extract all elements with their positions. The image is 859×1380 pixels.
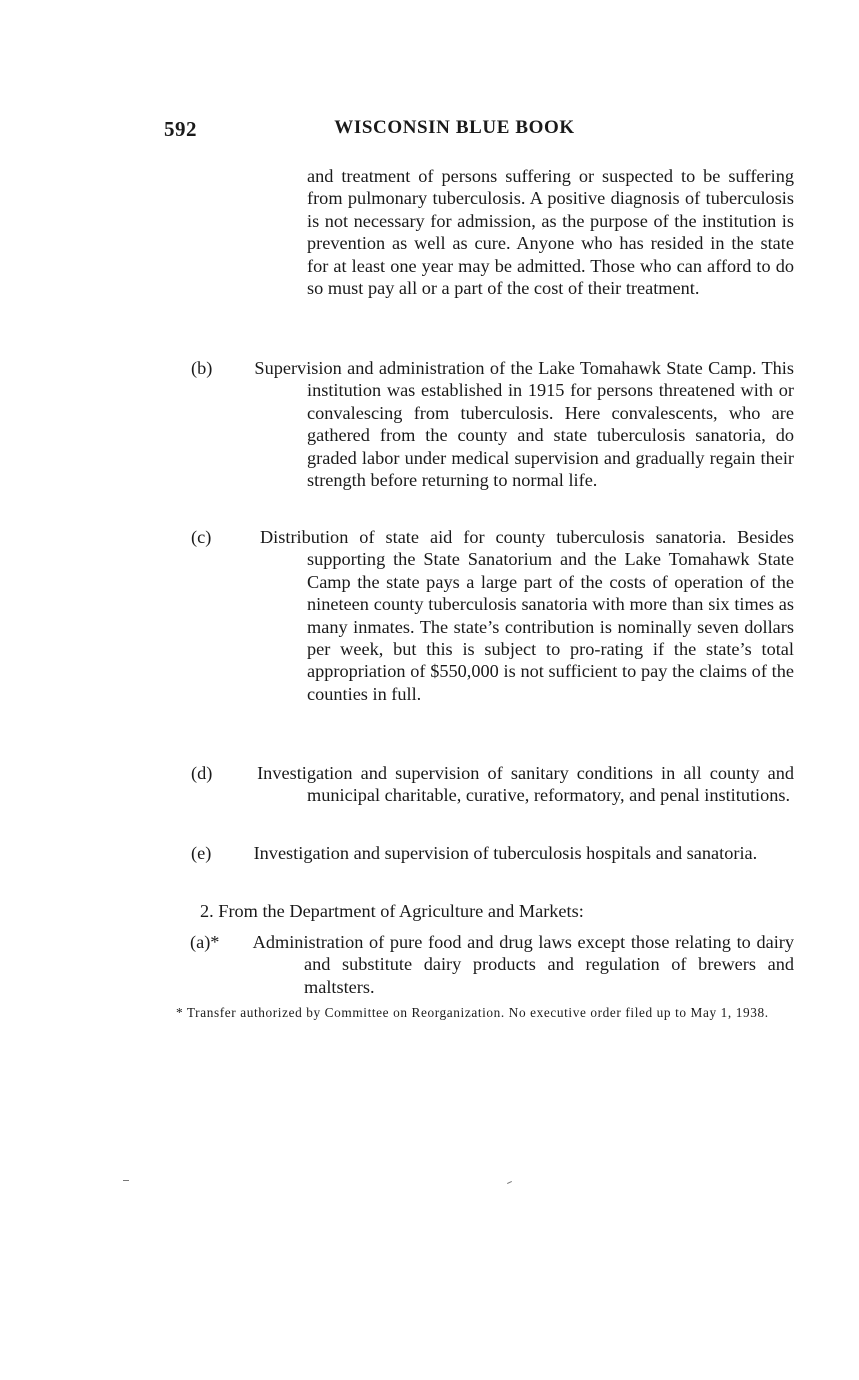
- item-text: Investigation and supervision of sanitary conditions in all county and municipal charitable, curative, reformatory, and penal institutions.: [257, 763, 794, 806]
- section-heading: 2. From the Department of Agriculture and Markets:: [200, 901, 584, 921]
- list-item-b: (b) Supervision and administration of the Lake Tomahawk State Camp. This institution was established in 1915 for persons threatened with or convalescing from tuberculosis. Here convalescents, who are gathered from the county and state tuberculosis sanatoria, do graded labor under medical supervision and gradually regain their strength before returning to normal life.: [191, 358, 794, 491]
- item-text: Investigation and supervision of tuberculosis hospitals and sanatoria.: [253, 843, 758, 863]
- scan-speck: [507, 1181, 512, 1184]
- page-number: 592: [164, 117, 197, 141]
- list-item-d: (d) Investigation and supervision of sanitary conditions in all county and municipal charitable, curative, reformatory, and penal institutions.: [191, 763, 794, 806]
- page-title: WISCONSIN BLUE BOOK: [334, 117, 575, 138]
- list-item-e: (e) Investigation and supervision of tuberculosis hospitals and sanatoria.: [191, 843, 758, 863]
- item-text: Supervision and administration of the Lake Tomahawk State Camp. This institution was established in 1915 for persons threatened with or convalescing from tuberculosis. Here convalescents, who are gathered from the county and state tuberculosis sanatoria, do graded labor under medical supervision and gradually regain their strength before returning to normal life.: [254, 358, 794, 491]
- item-text: Administration of pure food and drug laws except those relating to dairy and substitute dairy products and regulation of brewers and maltsters.: [252, 932, 795, 997]
- list-item-a: (a)* Administration of pure food and drug laws except those relating to dairy and substitute dairy products and regulation of brewers and maltsters.: [190, 932, 795, 997]
- item-text: Distribution of state aid for county tuberculosis sanatoria. Besides supporting the State Sanatorium and the Lake Tomahawk State Camp the state pays a large part of the costs of operation of the nineteen county tuberculosis sanatoria with more than six times as many inmates. The state’s contribution is nominally seven dollars per week, but this is subject to pro-rating if the state’s total appropriation of $550,000 is not sufficient to pay the claims of the counties in full.: [259, 527, 794, 704]
- scan-speck: [123, 1180, 129, 1181]
- continuation-paragraph: and treatment of persons suffering or suspected to be suffering from pulmonary tuberculosis. A positive diagnosis of tuberculosis is not necessary for admission, as the purpose of the institution is prevention as well as cure. Anyone who has resided in the state for at least one year may be admitted. Those who can afford to do so must pay all or a part of the cost of their treatment.: [307, 166, 794, 299]
- list-item-c: (c) Distribution of state aid for county tuberculosis sanatoria. Besides supporting the State Sanatorium and the Lake Tomahawk State Camp the state pays a large part of the costs of operation of the nineteen county tuberculosis sanatoria with more than six times as many inmates. The state’s contribution is nominally seven dollars per week, but this is subject to pro-rating if the state’s total appropriation of $550,000 is not sufficient to pay the claims of the counties in full.: [191, 527, 794, 704]
- footnote: * Transfer authorized by Committee on Reorganization. No executive order filed up to May 1, 1938.: [176, 1005, 769, 1020]
